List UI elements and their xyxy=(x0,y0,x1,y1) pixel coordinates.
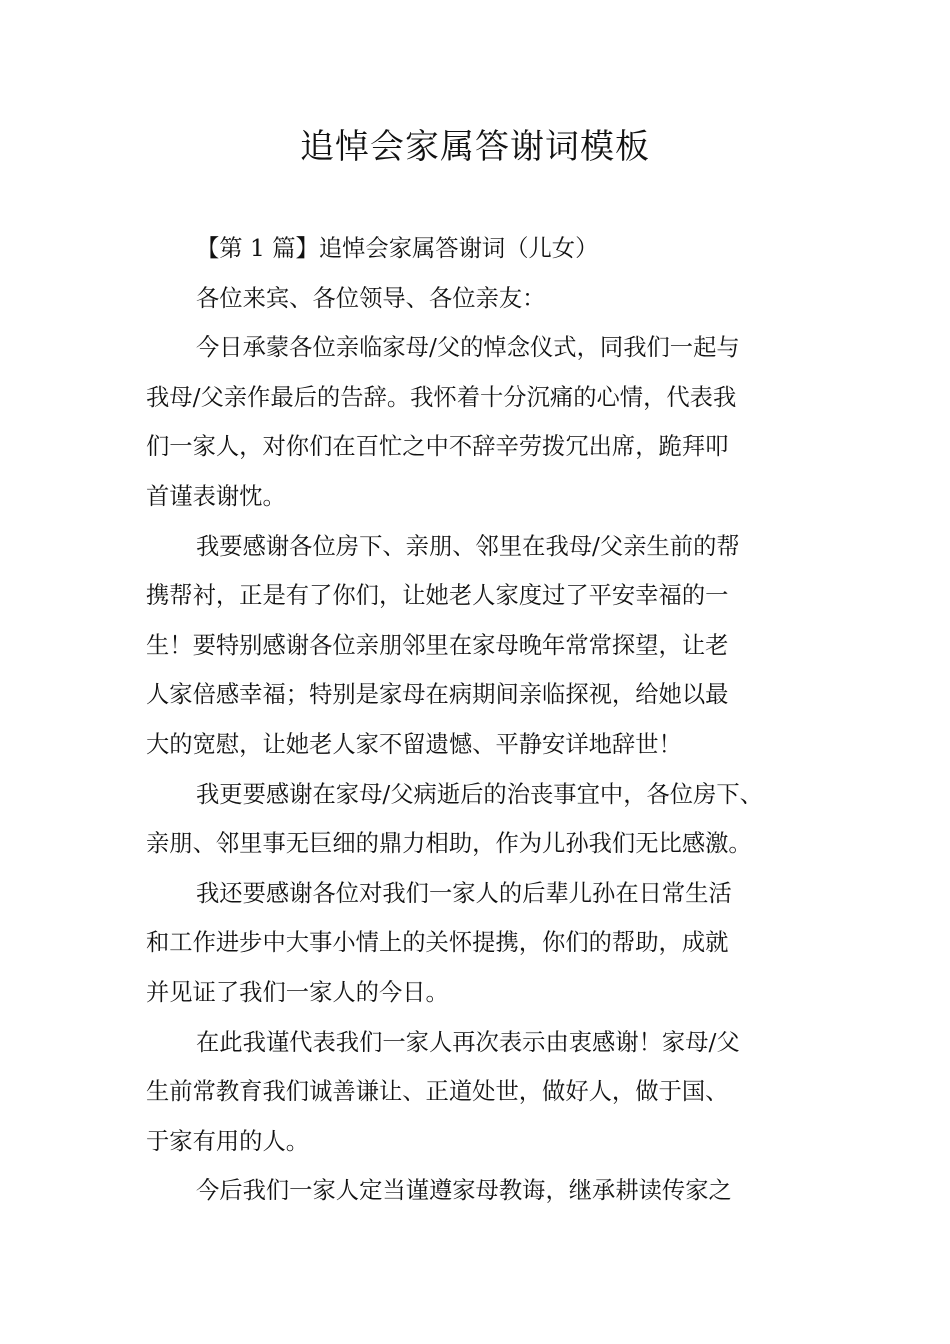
document-title: 追悼会家属答谢词模板 xyxy=(300,127,650,167)
paragraph-line: 并见证了我们一家人的今日。 xyxy=(146,978,449,1006)
paragraph xyxy=(146,770,806,869)
paragraph-line: 生前常教育我们诚善谦让、正道处世，做好人，做于国、 xyxy=(146,1078,729,1106)
paragraph-line: 人家倍感幸福；特别是家母在病期间亲临探视，给她以最 xyxy=(146,681,729,709)
paragraph-line: 各位来宾、各位领导、各位亲友： xyxy=(196,284,546,312)
paragraph-line: 我母/父亲作最后的告辞。我怀着十分沉痛的心情，代表我 xyxy=(146,383,737,411)
paragraph-line: 今后我们一家人定当谨遵家母教诲，继承耕读传家之 xyxy=(196,1177,732,1205)
paragraph xyxy=(146,224,806,274)
paragraph xyxy=(146,274,806,324)
paragraph-line: 我更要感谢在家母/父病逝后的治丧事宜中，各位房下、 xyxy=(196,780,763,808)
paragraph-line: 亲朋、邻里事无巨细的鼎力相助，作为儿孙我们无比感激。 xyxy=(146,830,752,858)
paragraph xyxy=(146,1018,806,1167)
paragraph-line: 今日承蒙各位亲临家母/父的悼念仪式，同我们一起与 xyxy=(196,334,740,362)
paragraph-line: 生！要特别感谢各位亲朋邻里在家母晚年常常探望，让老 xyxy=(146,631,729,659)
paragraph xyxy=(146,522,806,770)
paragraph xyxy=(146,869,806,1018)
paragraph-line: 【第 1 篇】追悼会家属答谢词（儿女） xyxy=(196,235,599,262)
paragraph-line: 我要感谢各位房下、亲朋、邻里在我母/父亲生前的帮 xyxy=(196,532,740,560)
paragraph-line: 我还要感谢各位对我们一家人的后辈儿孙在日常生活 xyxy=(196,879,732,907)
paragraph-line: 于家有用的人。 xyxy=(146,1127,310,1155)
document-body xyxy=(146,224,806,1216)
paragraph-line: 在此我谨代表我们一家人再次表示由衷感谢！家母/父 xyxy=(196,1028,740,1056)
paragraph-line: 首谨表谢忱。 xyxy=(146,482,286,510)
paragraph xyxy=(146,323,806,521)
paragraph xyxy=(146,1166,806,1216)
paragraph-line: 和工作进步中大事小情上的关怀提携，你们的帮助，成就 xyxy=(146,929,729,957)
paragraph-line: 携帮衬，正是有了你们，让她老人家度过了平安幸福的一 xyxy=(146,582,729,610)
paragraph-line: 们一家人，对你们在百忙之中不辞辛劳拨冗出席，跪拜叩 xyxy=(146,433,729,461)
paragraph-line: 大的宽慰，让她老人家不留遗憾、平静安详地辞世！ xyxy=(146,730,682,758)
